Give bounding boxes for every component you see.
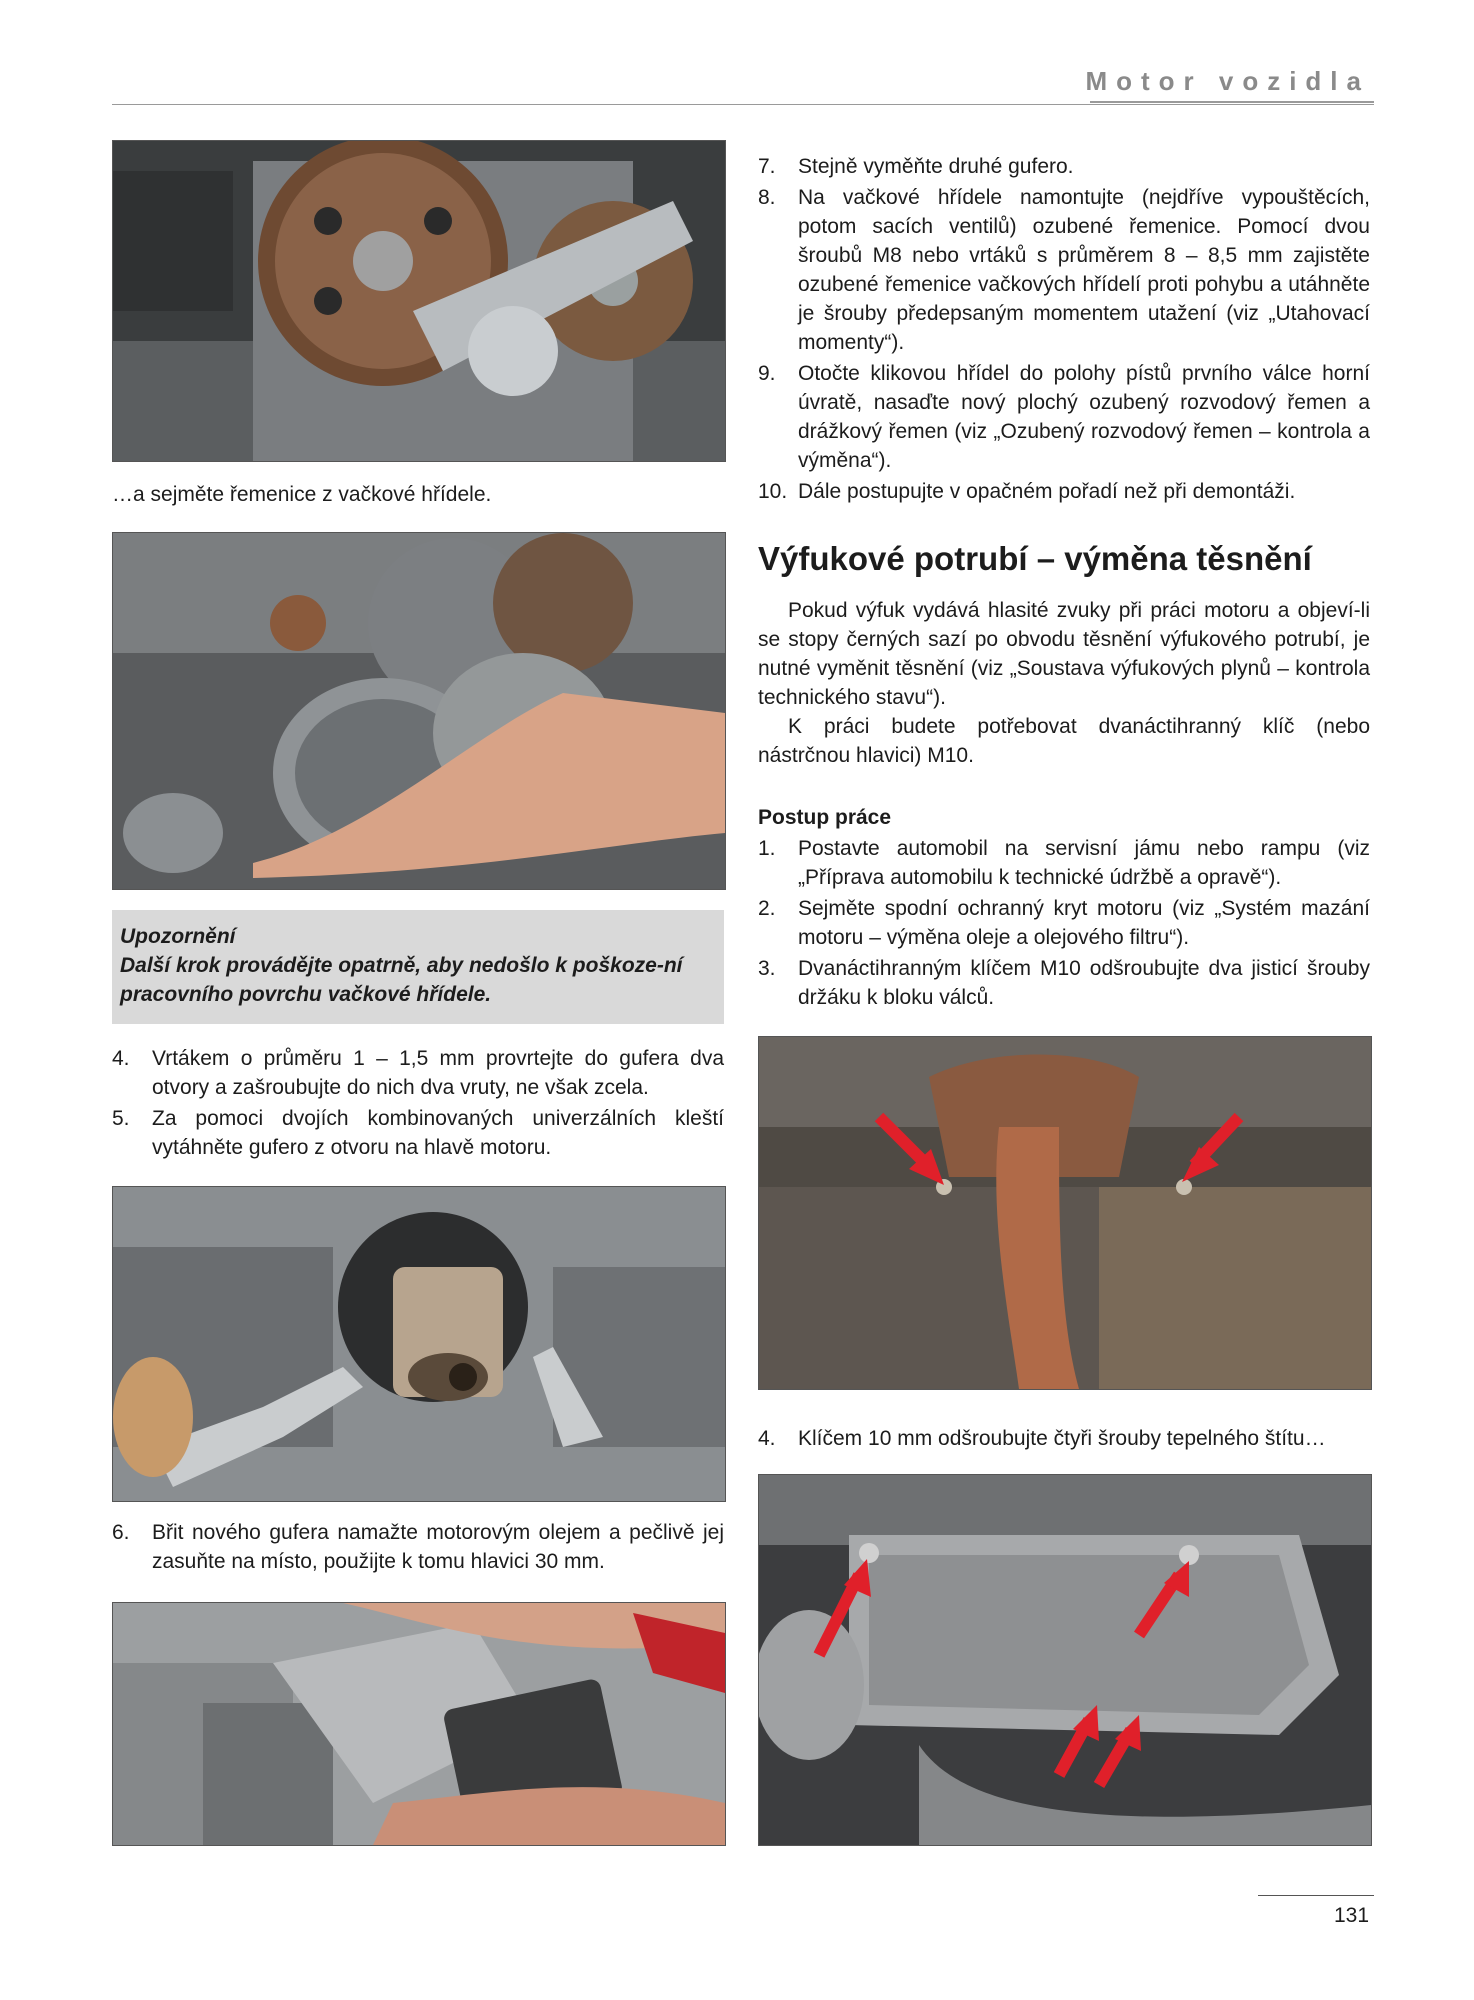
notice-text: Další krok provádějte opatrně, aby nedošlo k poškoze-ní pracovního povrchu vačkové hřídele. xyxy=(120,954,683,1006)
photo-exhaust-bolts xyxy=(758,1036,1372,1390)
list-item: 1. Postavte automobil na servisní jámu nebo rampu (viz „Příprava automobilu k technické údržbě a opravě“). xyxy=(758,837,1370,889)
procedure-heading: Postup práce xyxy=(758,806,892,829)
steps-list-4-right xyxy=(758,1424,1370,1455)
steps-list-7-10 xyxy=(758,152,1370,508)
header-rule xyxy=(112,104,1374,105)
list-item: 8. Na vačkové hřídele namontujte (nejdříve vypouštěcích, potom sacích ventilů) ozubené řemenice. Pomocí dvou šroubů M8 nebo vrtáků s průměrem 8 – 8,5 mm zajistěte ozubené řemenice vačkových hřídelí proti pohybu a utáhněte je šrouby předepsaným momentem utažení (viz „Utahovací momenty“). xyxy=(758,186,1370,354)
list-item: 4. Klíčem 10 mm odšroubujte čtyři šrouby tepelného štítu… xyxy=(758,1427,1326,1450)
list-item: 6. Břit nového gufera namažte motorovým olejem a pečlivě jej zasuňte na místo, použijte k tomu hlavici 30 mm. xyxy=(112,1521,724,1573)
photo-cam-pulley-removal xyxy=(112,140,726,462)
steps-list-6 xyxy=(112,1518,724,1578)
section-heading: Výfukové potrubí – výměna těsnění xyxy=(758,540,1312,577)
list-item: 2. Sejměte spodní ochranný kryt motoru (viz „Systém mazání motoru – výměna oleje a olejového filtru“). xyxy=(758,897,1370,949)
photo-heat-shield-bolts xyxy=(758,1474,1372,1846)
procedure-steps xyxy=(758,834,1370,1014)
header-rule-accent xyxy=(1090,101,1374,103)
caption-cam-pulley: …a sejměte řemenice z vačkové hřídele. xyxy=(112,483,492,506)
photo-pulleys-in-hand xyxy=(112,532,726,890)
photo-seal-extraction xyxy=(112,1186,726,1502)
steps-list-4-5 xyxy=(112,1044,724,1164)
footer-rule xyxy=(1258,1895,1374,1896)
list-item: 10. Dále postupujte v opačném pořadí než při demontáži. xyxy=(758,480,1296,503)
list-item: 4. Vrtákem o průměru 1 – 1,5 mm provrtejte do gufera dva otvory a zašroubujte do nich dva vruty, ne však zcela. xyxy=(112,1047,724,1099)
running-header: Motor vozidla xyxy=(1085,66,1370,96)
list-item: 7. Stejně vyměňte druhé gufero. xyxy=(758,155,1074,178)
photo-seal-installation xyxy=(112,1602,726,1846)
tools-paragraph: K práci budete potřebovat dvanáctihranný klíč (nebo nástrčnou hlavici) M10. xyxy=(758,715,1370,767)
list-item: 3. Dvanáctihranným klíčem M10 odšroubujte dva jisticí šrouby držáku k bloku válců. xyxy=(758,957,1370,1009)
warning-notice-box xyxy=(112,910,724,1024)
list-item: 5. Za pomoci dvojích kombinovaných univerzálních kleští vytáhněte gufero z otvoru na hlavě motoru. xyxy=(112,1107,724,1159)
list-item: 9. Otočte klikovou hřídel do polohy pístů prvního válce horní úvratě, nasaďte nový plochý ozubený rozvodový řemen a drážkový řemen (viz „Ozubený rozvodový řemen – kontrola a výměna“). xyxy=(758,362,1370,472)
intro-paragraph: Pokud výfuk vydává hlasité zvuky při práci motoru a objeví-li se stopy černých sazí po obvodu těsnění výfukového potrubí, je nutné vyměnit těsnění (viz „Soustava výfukových plynů – kontrola technického stavu“). xyxy=(758,599,1370,709)
page-number: 131 xyxy=(1334,1904,1370,1927)
notice-title: Upozornění xyxy=(120,925,236,948)
